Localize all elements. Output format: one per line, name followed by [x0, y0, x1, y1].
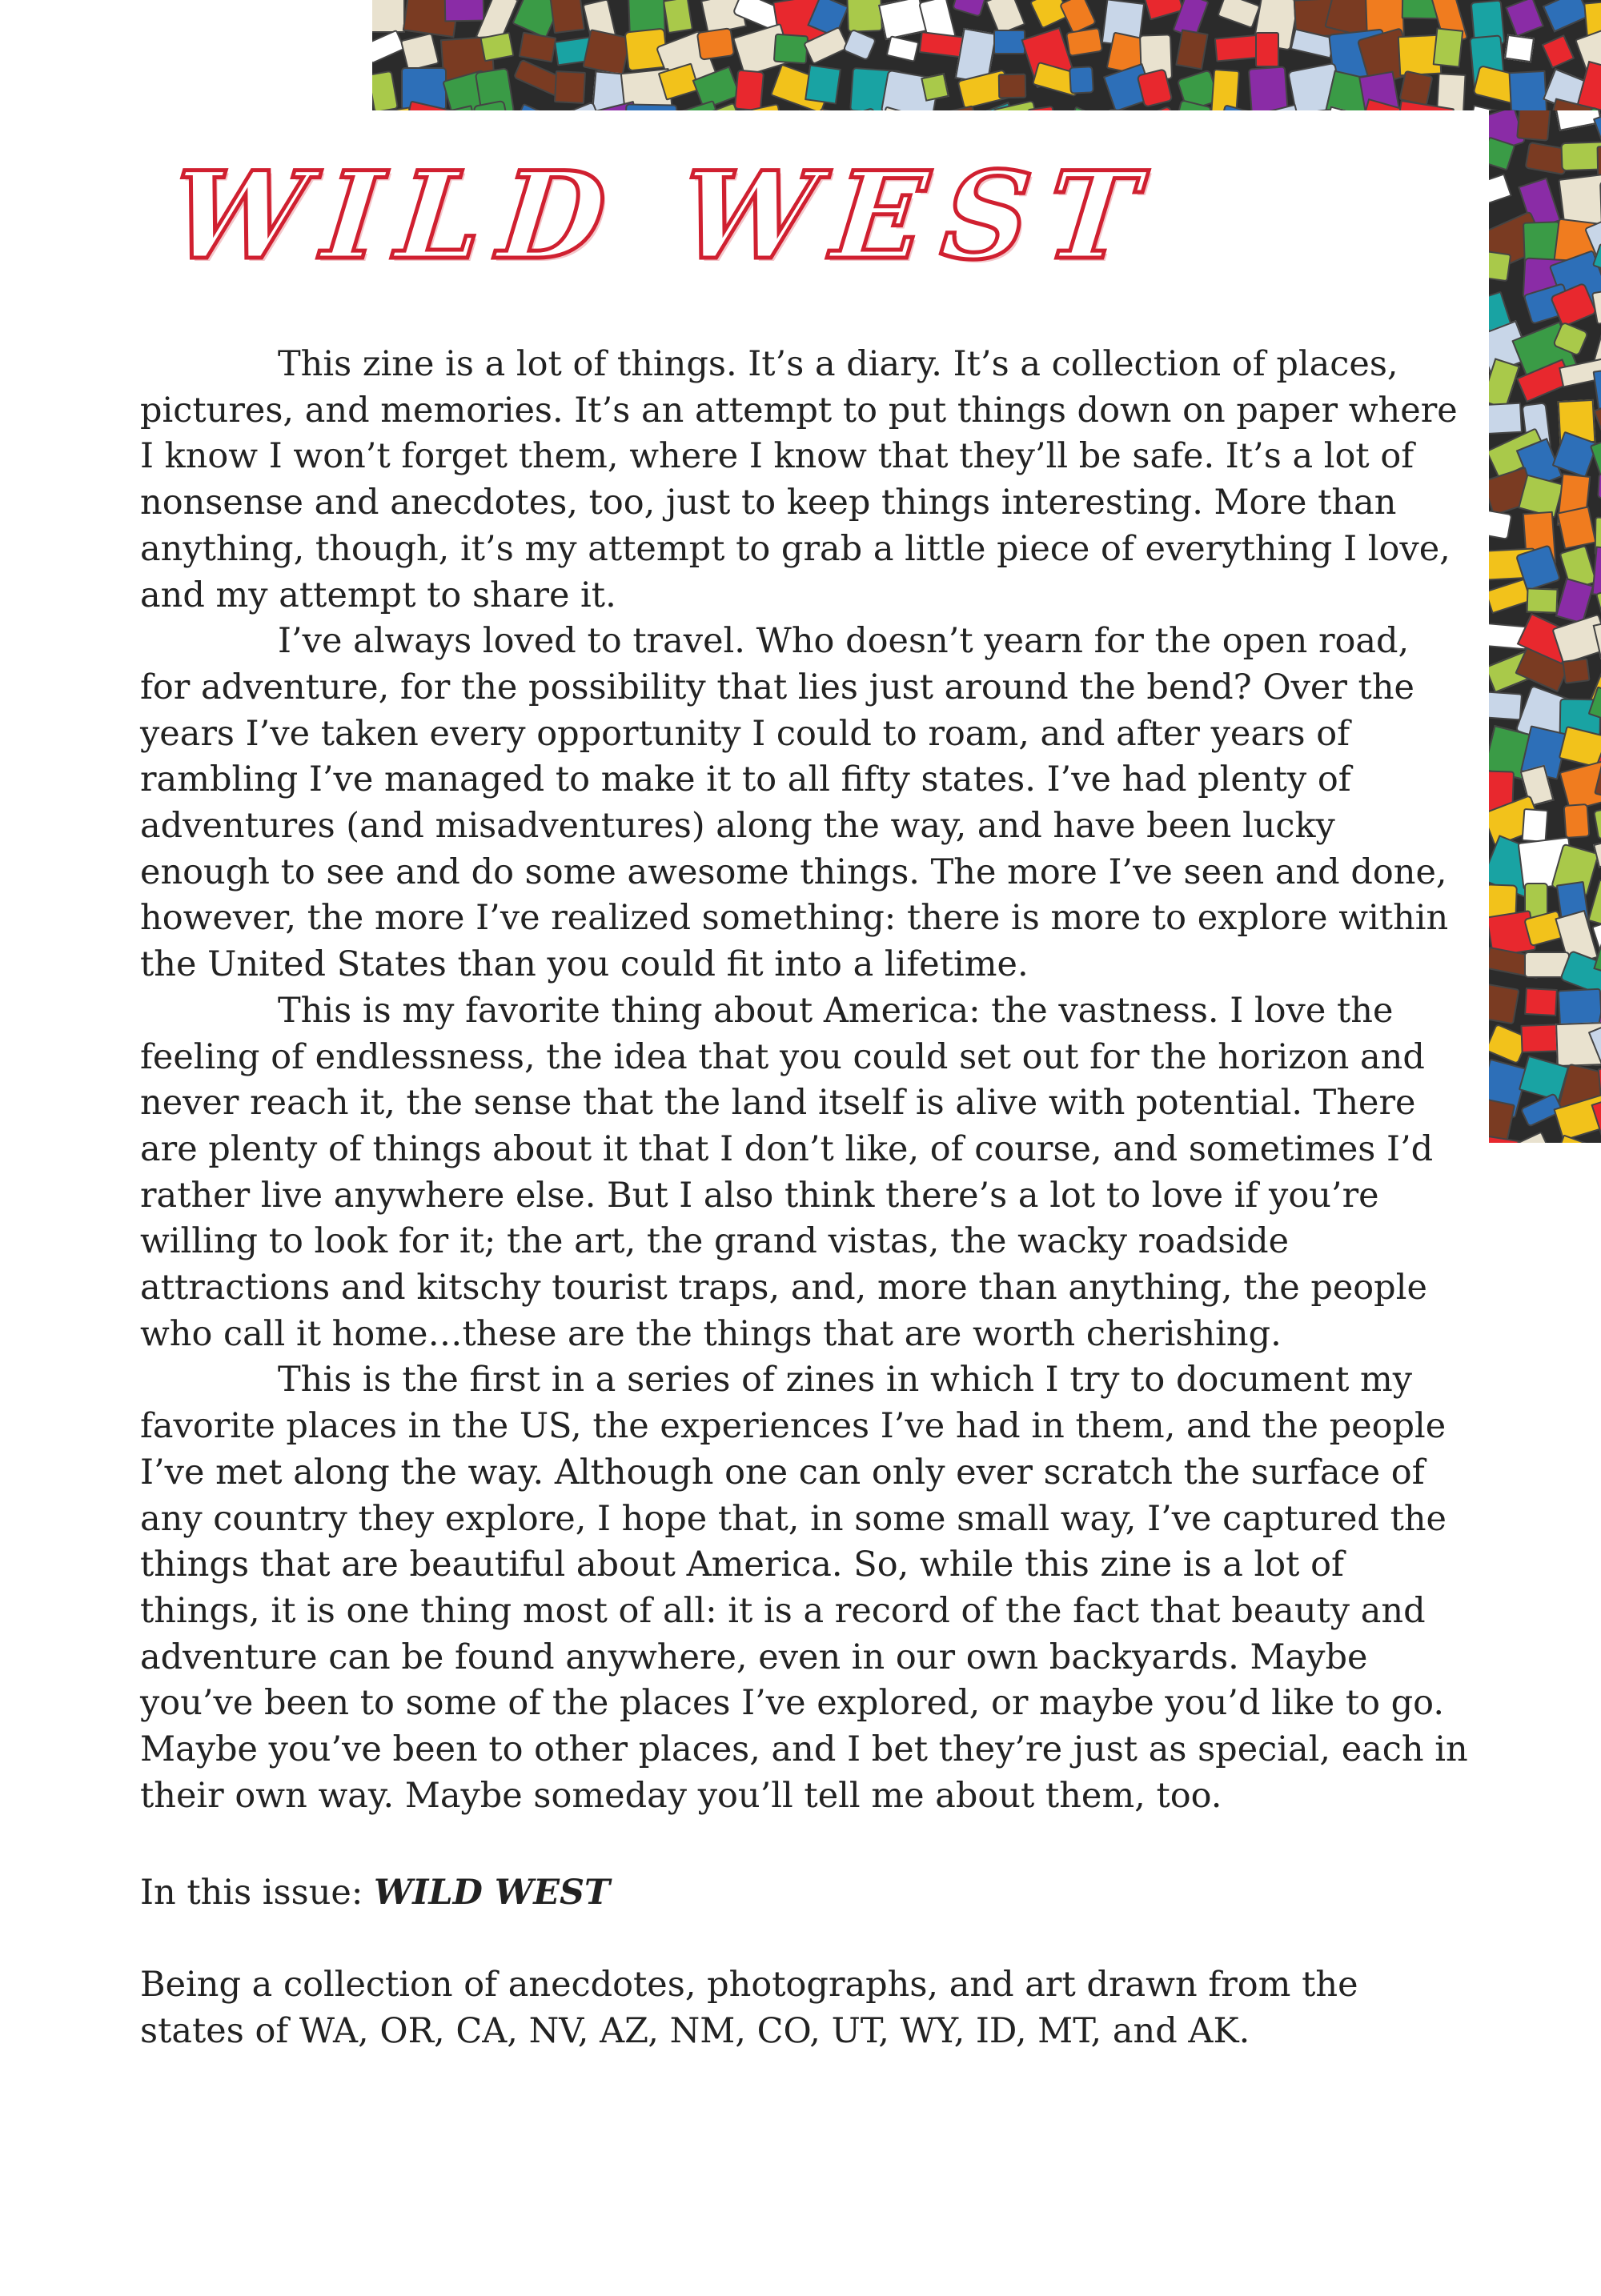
mosaic-tile — [444, 0, 485, 22]
mosaic-tile — [1598, 1136, 1601, 1143]
mosaic-tile — [1489, 509, 1513, 539]
mosaic-tile — [372, 30, 405, 64]
mosaic-tile — [1593, 807, 1601, 840]
paragraph-3: This is my favorite thing about America: the vastness. I love the feeling of endlessness, the idea that you could set out for the horizon and never reach it, the sense that the land itself is alive with potential. There are plenty of things about it that I don’t like, of course, and sometimes I’d rather live anywhere else. But I also think there’s a lot to love if you’re willing to look for it; the art, the grand vistas, the wacky roadside attractions and kitschy tourist traps, and, more than anything, the people who call it home…these are the things that are worth cherishing. — [140, 990, 1434, 1354]
issue-name: WILD WEST — [374, 1873, 611, 1913]
mosaic-tile — [519, 32, 557, 63]
mosaic-tile — [554, 70, 586, 104]
mosaic-tile — [1504, 34, 1535, 63]
paragraph-1: This zine is a lot of things. It’s a diary. It’s a collection of places, pictures, and memories. It’s an attempt to put things down on paper where I know I won’t forget them, where I know that they’ll be safe. It’s a lot of nonsense and anecdotes, too, just to keep things interesting. More than anything, though, it’s my attempt to grab a little piece of everything I love, and my attempt to share it. — [140, 344, 1458, 615]
mosaic-tile — [1516, 110, 1551, 142]
mosaic-photo-top — [372, 0, 1601, 110]
mosaic-tile — [549, 0, 585, 34]
mosaic-tile — [1522, 808, 1549, 843]
issue-line — [140, 1869, 610, 1916]
mosaic-tile — [696, 27, 735, 61]
mosaic-tile — [921, 73, 949, 101]
issue-prefix: In this issue: — [140, 1873, 374, 1913]
mosaic-tile — [1511, 1132, 1563, 1143]
mosaic-tile — [1557, 506, 1597, 549]
mosaic-tile — [993, 30, 1025, 54]
mosaic-tile — [1489, 691, 1523, 720]
issue-description: Being a collection of anecdotes, photographs, and art drawn from the states of WA, OR, CA, NV, AZ, NM, CO, UT, WY, ID, MT, and AK. — [140, 1965, 1358, 2051]
mosaic-tile — [1563, 658, 1591, 683]
mosaic-tile — [886, 35, 920, 62]
mosaic-tile — [625, 104, 678, 110]
mosaic-tile — [998, 73, 1027, 98]
intro-text — [140, 342, 1469, 1820]
mosaic-tile — [1597, 473, 1601, 500]
mosaic-tile — [372, 0, 405, 33]
mosaic-tile — [1524, 988, 1558, 1016]
mosaic-tile — [842, 29, 877, 61]
mosaic-tile — [1069, 66, 1095, 95]
mosaic-tile — [1055, 106, 1097, 110]
mosaic-tile — [372, 70, 399, 110]
mosaic-tile — [400, 32, 440, 71]
mosaic-tile — [1489, 173, 1512, 204]
mosaic-tile — [1527, 587, 1559, 613]
mosaic-tile — [1509, 70, 1548, 110]
mosaic-tile — [734, 70, 764, 110]
mosaic-tile — [1065, 27, 1103, 57]
mosaic-tile — [663, 0, 693, 34]
mosaic-tile — [1489, 579, 1531, 614]
mosaic-tile — [1593, 363, 1601, 414]
mosaic-photo-right — [1489, 110, 1601, 1143]
mosaic-tile — [773, 33, 809, 64]
mosaic-tile — [1435, 73, 1466, 110]
mosaic-tile — [1541, 34, 1575, 69]
mosaic-tile — [1175, 29, 1209, 70]
mosaic-tile — [1104, 109, 1155, 110]
mosaic-tile — [512, 102, 558, 110]
mosaic-tile — [952, 0, 986, 18]
mosaic-tile — [1248, 66, 1289, 110]
paragraph-4: This is the first in a series of zines in which I try to document my favorite places in the US, the experiences I’ve had in them, and the people I’ve met along the way. Although one can only ever scratch the surface of any country they explore, I hope that, in some small way, I’ve captured the things that are beautiful about America. So, while this zine is a lot of things, it is one thing most of all: it is a record of the fact that beauty and adventure can be found anywhere, even in our own backyards. Maybe you’ve been to some of the places I’ve explored, or maybe you’d like to go. Maybe you’ve been to other places, and I bet they’re just as special, each in their own way. Maybe someday you’ll tell me about them, too. — [140, 1360, 1468, 1816]
page-title: WILD WEST — [164, 146, 1162, 286]
mosaic-tile — [1255, 32, 1279, 67]
mosaic-tile — [1489, 984, 1519, 1025]
mosaic-tile — [1592, 546, 1601, 599]
mosaic-tile — [1563, 803, 1591, 839]
mosaic-tile — [1217, 0, 1261, 29]
mosaic-tile — [479, 32, 515, 62]
mosaic-tile — [1505, 0, 1544, 37]
mosaic-tile — [1433, 27, 1463, 67]
mosaic-tile — [1489, 403, 1522, 435]
mosaic-tile — [805, 65, 841, 105]
paragraph-2: I’ve always loved to travel. Who doesn’t yearn for the open road, for adventure, for the possibility that lies just around the bend? Over the years I’ve taken every opportunity I could to roam, and after years of rambling I’ve managed to make it to all fifty states. I’ve had plenty of adventures (and misadventures) along the way, and have been lucky enough to see and do some awesome things. The more I’ve seen and done, however, the more I’ve realized something: there is more to explore within the United States than you could fit into a lifetime. — [140, 621, 1449, 985]
mosaic-tile — [1560, 140, 1601, 170]
mosaic-tile — [1489, 250, 1511, 282]
